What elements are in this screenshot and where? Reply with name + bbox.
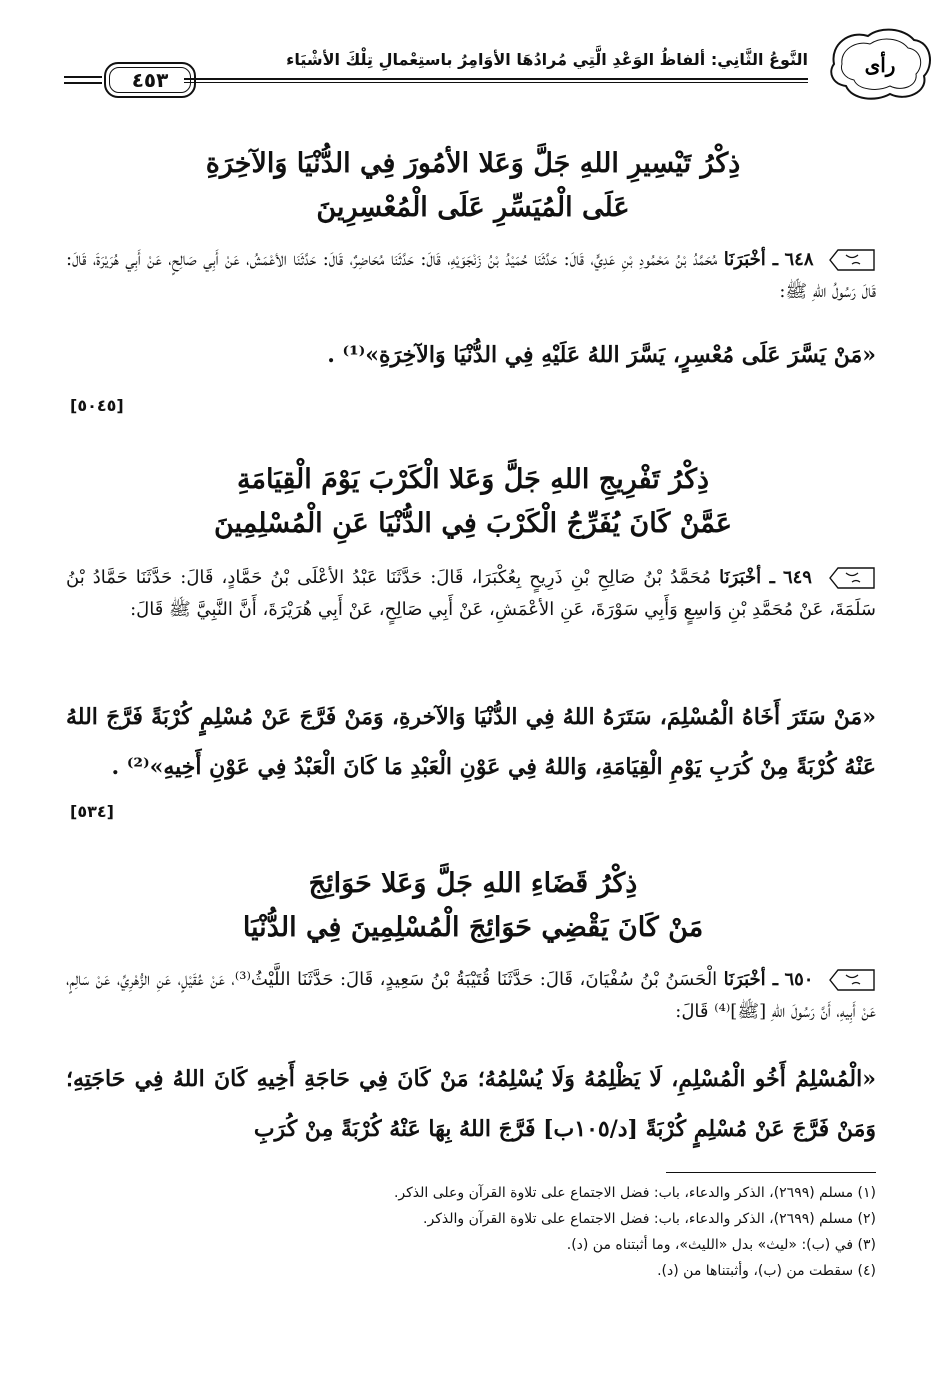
hadith-number: ٦٤٩ [782, 567, 812, 588]
section-title-line: عَلَى الْمُيَسِّرِ عَلَى الْمُعْسِرِينَ [316, 192, 630, 223]
hadith-matn: «مَنْ سَتَرَ أَخَاهُ الْمُسْلِمَ، سَتَرَهُ اللهُ فِي الدُّنْيَا وَالآخرةِ، وَمَنْ فَرَّجَ عَنْ مُسْلِمٍ كُرْبَةً فَرَّجَ اللهُ عَنْهُ كُرْبَةً مِنْ كُرَبِ يَوْمِ الْقِيَامَةِ، وَاللهُ فِي عَوْنِ الْعَبْدِ مَا كَانَ الْعَبْدُ فِي عَوْنِ أَخِيهِ»⁽²⁾ . [66, 704, 876, 780]
akhbarana-label: أخْبَرَنَا [719, 567, 762, 588]
page-number [104, 62, 196, 98]
footnotes [70, 1180, 876, 1284]
section-title-line: ذِكْرُ قَضَاءِ اللهِ جَلَّ وَعَلا حَوَائِجَ [308, 868, 638, 899]
chapter-ornament-icon [828, 26, 934, 102]
hadith-isnad: ٦٤٩ ـ أخْبَرَنَا مُحَمَّدُ بْنُ صَالِحِ بْنِ ذَرِيحٍ بِعُكْبَرَا، قَالَ: حَدَّثَنَا عَبْدُ الأعْلَى بْنُ حَمَّادٍ، قَالَ: حَدَّثَنَا حَمَّادُ بْنُ سَلَمَةَ، عَنْ مُحَمَّدِ بْنِ وَاسِعٍ وَأَبِي سَوْرَةَ، عَنِ الأعْمَشِ، عَنْ أَبِي صَالِحٍ، عَنْ أَبِي هُرَيْرَةَ، أَنَّ النَّبِيَّ ﷺ قَالَ: [66, 567, 876, 620]
ornament-label: رأى [864, 53, 896, 77]
header-rule-thin [184, 82, 808, 83]
section-title-line: مَنْ كَانَ يَقْضِي حَوَائِجَ الْمُسْلِمِينَ فِي الدُّنْيَا [242, 912, 704, 943]
section-title-line: ذِكْرُ تَيْسِيرِ اللهِ جَلَّ وَعَلا الأمُورَ فِي الدُّنْيَا وَالآخِرَةِ [205, 148, 741, 179]
footnote-rule [666, 1172, 876, 1173]
section-title [70, 142, 876, 230]
akhbarana-label: أخْبَرَنَا [723, 969, 766, 990]
page-header [64, 32, 900, 108]
header-rule [184, 78, 808, 80]
reference-number: [٥٠٤٥] [70, 396, 124, 415]
running-title: النَّوعُ الثَّانِي: ألفاظُ الوَعْدِ الَّتِي مُرادُهَا الأوَامِرُ باستِعْمالِ تِلْكَ الأشْيَاء [286, 50, 808, 69]
section-title-line: ذِكْرُ تَفْرِيجِ اللهِ جَلَّ وَعَلا الْكَرْبَ يَوْمَ الْقِيَامَةِ [237, 464, 709, 495]
page-number-text: ٤٥٣ [131, 68, 169, 92]
isnad-text: مُحَمَّدُ بْنُ مَحْمُودِ بْنِ عَدِيٍّ، قَالَ: حَدَّثَنَا حُمَيْدُ بْنُ زَنْجَوَيْهِ، قَالَ: حَدَّثَنَا مُحَاضِرٌ، قَالَ: حَدَّثَنَا الأعْمَشُ، عَنْ أَبِي صَالِحٍ، عَنْ أَبِي هُرَيْرَةَ، قَالَ: قَالَ رَسُولُ اللهِ ﷺ: [66, 249, 876, 302]
header-dash [64, 82, 102, 84]
hadith-isnad: ٦٥٠ ـ أخْبَرَنَا الْحَسَنُ بْنُ سُفْيَانَ، قَالَ: حَدَّثَنَا قُتَيْبَةُ بْنُ سَعِيدٍ، قَالَ: حَدَّثَنَا اللَّيْثُ⁽³⁾، عَنْ عُقَيْلٍ، عَنِ الزُّهْرِيِّ، عَنْ سَالِمٍ، عَنْ أَبِيهِ، أَنَّ رَسُولَ اللهِ [ﷺ]⁽⁴⁾ قَالَ: [66, 969, 876, 1022]
hadith-marker-icon [828, 968, 876, 992]
header-dash [64, 76, 102, 78]
hadith-isnad: ٦٤٨ ـ أخْبَرَنَا مُحَمَّدُ بْنُ مَحْمُودِ بْنِ عَدِيٍّ، قَالَ: حَدَّثَنَا حُمَيْدُ بْنُ زَنْجَوَيْهِ، قَالَ: حَدَّثَنَا مُحَاضِرٌ، قَالَ: حَدَّثَنَا الأعْمَشُ، عَنْ أَبِي صَالِحٍ، عَنْ أَبِي هُرَيْرَةَ، قَالَ: قَالَ رَسُولُ اللهِ ﷺ: [66, 249, 876, 302]
akhbarana-label: أخْبَرَنَا [723, 249, 766, 270]
isnad-text: الْحَسَنُ بْنُ سُفْيَانَ، قَالَ: حَدَّثَنَا قُتَيْبَةُ بْنُ سَعِيدٍ، قَالَ: حَدَّثَنَا اللَّيْثُ⁽³⁾، عَنْ عُقَيْلٍ، عَنِ الزُّهْرِيِّ، عَنْ سَالِمٍ، عَنْ أَبِيهِ، أَنَّ رَسُولَ اللهِ [ﷺ]⁽⁴⁾ قَالَ: [66, 969, 876, 1022]
hadith-marker-icon [828, 566, 876, 590]
hadith-number: ٦٥٠ [784, 969, 814, 990]
section-title [70, 458, 876, 546]
reference-number: [٥٣٤] [70, 802, 114, 821]
hadith-matn: «مَنْ يَسَّرَ عَلَى مُعْسِرٍ، يَسَّرَ اللهُ عَلَيْهِ فِي الدُّنْيَا وَالآخِرَةِ»⁽¹⁾ . [327, 342, 876, 368]
footnote: (٤) سقطت من (ب)، وأثبتناها من (د). [657, 1263, 876, 1279]
footnote: (٣) في (ب): «ليث» بدل «الليث»، وما أثبتناه من (د). [566, 1237, 876, 1253]
footnote: (٢) مسلم (٢٦٩٩)، الذكر والدعاء، باب: فضل الاجتماع على تلاوة القرآن والذكر. [423, 1211, 876, 1227]
hadith-marker-icon [828, 248, 876, 272]
hadith-number: ٦٤٨ [784, 249, 814, 270]
footnote: (١) مسلم (٢٦٩٩)، الذكر والدعاء، باب: فضل الاجتماع على تلاوة القرآن وعلى الذكر. [393, 1185, 876, 1201]
section-title-line: عَمَّنْ كَانَ يُفَرِّجُ الْكَرْبَ فِي الدُّنْيَا عَنِ الْمُسْلِمِينَ [214, 508, 732, 539]
isnad-text: مُحَمَّدُ بْنُ صَالِحِ بْنِ ذَرِيحٍ بِعُكْبَرَا، قَالَ: حَدَّثَنَا عَبْدُ الأعْلَى بْنُ حَمَّادٍ، قَالَ: حَدَّثَنَا حَمَّادُ بْنُ سَلَمَةَ، عَنْ مُحَمَّدِ بْنِ وَاسِعٍ وَأَبِي سَوْرَةَ، عَنِ الأعْمَشِ، عَنْ أَبِي صَالِحٍ، عَنْ أَبِي هُرَيْرَةَ، أَنَّ النَّبِيَّ ﷺ قَالَ: [66, 567, 876, 620]
section-title [70, 862, 876, 950]
hadith-matn: «الْمُسْلِمُ أَخُو الْمُسْلِمِ، لَا يَظْلِمُهُ وَلَا يُسْلِمُهُ؛ مَنْ كَانَ فِي حَاجَةِ أَخِيهِ كَانَ اللهُ فِي حَاجَتِهِ؛ وَمَنْ فَرَّجَ عَنْ مُسْلِمٍ كُرْبَةً [د/١٠٥ب] فَرَّجَ اللهُ بِهَا عَنْهُ كُرْبَةً مِنْ كُرَبِ [66, 1066, 876, 1142]
